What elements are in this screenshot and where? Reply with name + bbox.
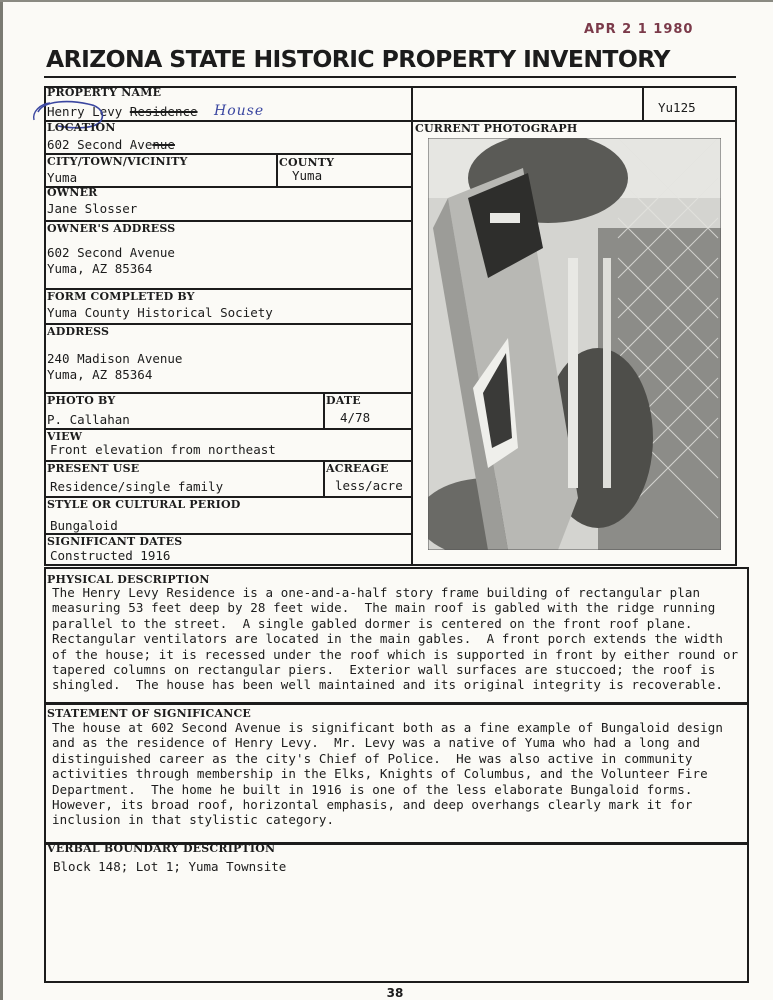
boundary-label: VERBAL BOUNDARY DESCRIPTION bbox=[47, 842, 276, 855]
date-value: 4/78 bbox=[340, 410, 371, 425]
county-label: COUNTY bbox=[279, 156, 335, 169]
page-number: 38 bbox=[386, 986, 404, 1000]
acreage-value: less/acre bbox=[335, 478, 403, 493]
divider bbox=[44, 186, 413, 188]
current-photograph-label: CURRENT PHOTOGRAPH bbox=[415, 122, 578, 135]
acreage-label: ACREAGE bbox=[326, 462, 389, 475]
divider bbox=[323, 460, 325, 497]
style-label: STYLE OR CULTURAL PERIOD bbox=[47, 498, 241, 511]
owner-address-line1: 602 Second Avenue bbox=[47, 245, 175, 260]
divider bbox=[642, 86, 644, 121]
owner-address-label: OWNER'S ADDRESS bbox=[47, 222, 176, 235]
divider bbox=[44, 428, 413, 430]
significant-dates-value: Constructed 1916 bbox=[50, 548, 171, 563]
date-label: DATE bbox=[326, 394, 361, 407]
form-completed-by-label: FORM COMPLETED BY bbox=[47, 290, 195, 303]
house-photo-image bbox=[428, 138, 721, 550]
view-value: Front elevation from northeast bbox=[50, 442, 276, 457]
significance-text: The house at 602 Second Avenue is significant both as a fine example of Bungaloid design and as the residence of Henry Levy. Mr. Levy was a native of Yuma who had a long and distinguished career as the city's Chief of Police. He was also active in community activities through membership in the Elks, Knights of Columbus, and the Volunteer Fire Department. The home he built in 1916 is one of the less elaborate Bungaloid forms. However, its broad roof, horizontal emphasis, and deep overhangs clearly mark it for inclusion in that stylistic category. bbox=[52, 720, 724, 828]
address-label: ADDRESS bbox=[47, 325, 110, 338]
significance-label: STATEMENT OF SIGNIFICANCE bbox=[47, 707, 252, 720]
handwritten-correction: House bbox=[214, 103, 265, 119]
title-underline bbox=[44, 76, 736, 78]
page-shadow-edge bbox=[0, 0, 3, 1000]
physical-description-text: The Henry Levy Residence is a one-and-a-half story frame building of rectangular plan measuring 53 feet deep by 28 feet wide. The main roof is gabled with the ridge running parallel to the street. A single gabled dormer is centered on the front roof plane. Rectangular ventilators are located in the main gables. A front porch extends the width of the house; it is recessed under the roof which is supported in front by either round or tapered columns on rectangular piers. Exterior wall surfaces are stuccoed; the roof is shingled. The house has been well maintained and its original integrity is recoverable. bbox=[52, 585, 739, 693]
house-photograph bbox=[428, 138, 721, 550]
physical-description-label: PHYSICAL DESCRIPTION bbox=[47, 573, 210, 586]
address-line2: Yuma, AZ 85364 bbox=[47, 367, 153, 382]
owner-address-line2: Yuma, AZ 85364 bbox=[47, 261, 153, 276]
divider bbox=[323, 392, 325, 429]
page-top-edge bbox=[0, 0, 773, 2]
present-use-label: PRESENT USE bbox=[47, 462, 140, 475]
city-value: Yuma bbox=[47, 170, 78, 185]
property-name-value: Henry Levy Residence bbox=[47, 104, 198, 119]
location-value: 602 Second Avenue bbox=[47, 137, 175, 152]
received-date-stamp: APR 2 1 1980 bbox=[584, 22, 694, 37]
site-id: Yu125 bbox=[658, 100, 696, 115]
form-title: ARIZONA STATE HISTORIC PROPERTY INVENTORY bbox=[46, 45, 670, 73]
city-label: CITY/TOWN/VICINITY bbox=[47, 155, 188, 168]
county-value: Yuma bbox=[292, 168, 323, 183]
view-label: VIEW bbox=[47, 430, 83, 443]
boundary-value: Block 148; Lot 1; Yuma Townsite bbox=[53, 859, 287, 874]
present-use-value: Residence/single family bbox=[50, 479, 224, 494]
form-completed-by-value: Yuma County Historical Society bbox=[47, 305, 273, 320]
divider bbox=[276, 153, 278, 187]
location-label: LOCATION bbox=[47, 121, 116, 134]
struck-word: Residence bbox=[129, 104, 198, 119]
style-value: Bungaloid bbox=[50, 518, 118, 533]
photo-by-value: P. Callahan bbox=[47, 412, 130, 427]
owner-label: OWNER bbox=[47, 186, 98, 199]
photo-by-label: PHOTO BY bbox=[47, 394, 116, 407]
address-line1: 240 Madison Avenue bbox=[47, 351, 183, 366]
significant-dates-label: SIGNIFICANT DATES bbox=[47, 535, 183, 548]
owner-value: Jane Slosser bbox=[47, 201, 138, 216]
property-name-label: PROPERTY NAME bbox=[47, 86, 162, 99]
